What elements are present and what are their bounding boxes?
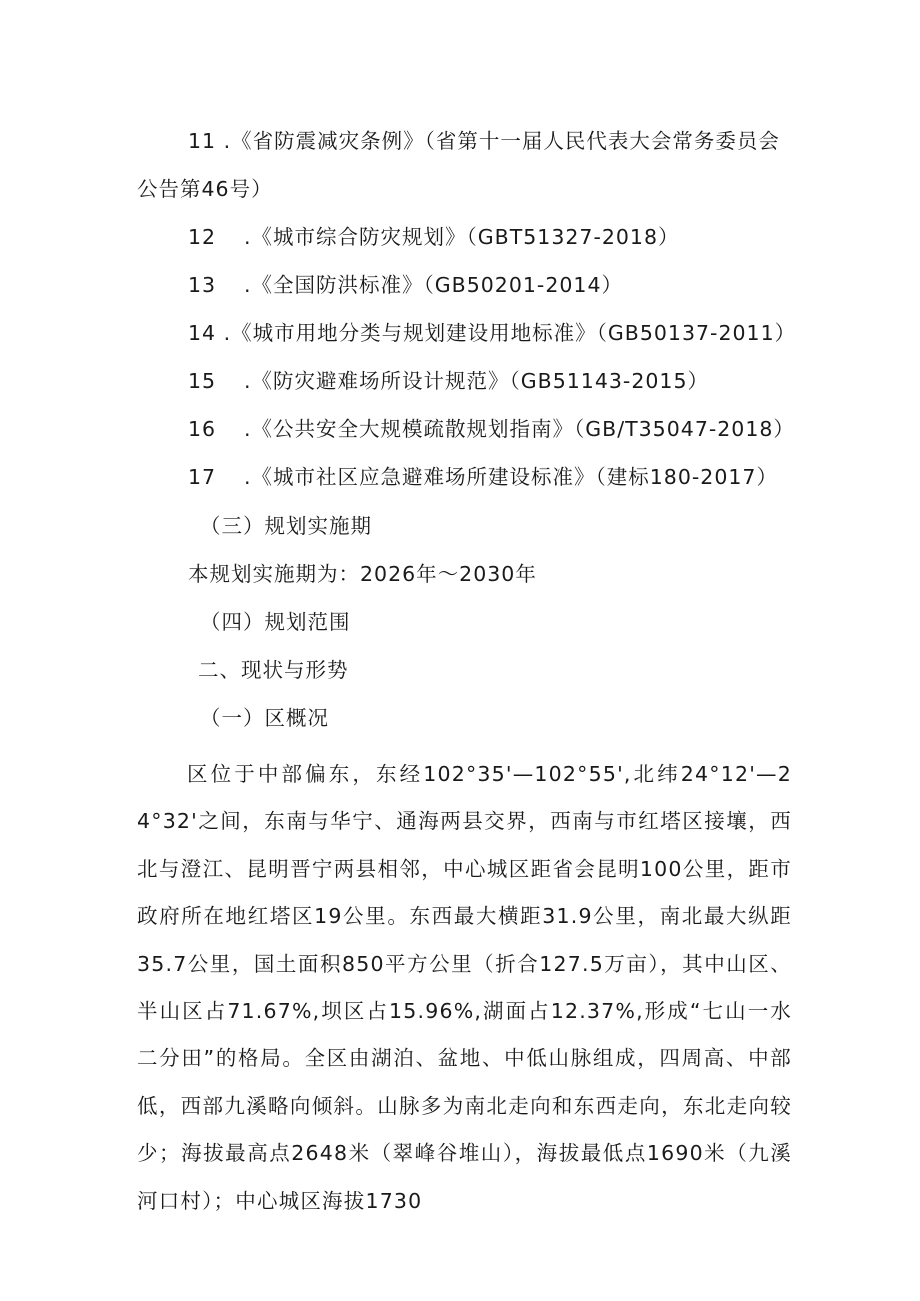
reference-item-12: [188, 227, 680, 248]
reference-item-11: [188, 131, 780, 152]
reference-text: .《防灾避难场所设计规范》（GB51143-2015）: [244, 369, 709, 393]
reference-text: .《全国防洪标准》（GB50201-2014）: [244, 273, 623, 297]
reference-number: 15: [188, 369, 217, 393]
reference-item-11-continuation: 公告第46号）: [137, 177, 273, 201]
reference-item-13: [188, 275, 623, 296]
planning-scope-heading: （四）规划范围: [200, 610, 351, 634]
reference-text: .《城市用地分类与规划建设用地标准》（GB50137-2011）: [223, 321, 797, 345]
reference-number: 11: [188, 129, 217, 153]
reference-text: .《公共安全大规模疏散规划指南》（GB/T35047-2018）: [244, 417, 795, 441]
reference-number: 14: [188, 321, 217, 345]
reference-number: 12: [188, 225, 217, 249]
reference-item-14: [188, 323, 796, 344]
reference-item-16: [188, 419, 795, 440]
reference-text: .《城市综合防灾规划》（GBT51327-2018）: [244, 225, 680, 249]
implementation-period-heading: （三）规划实施期: [200, 514, 372, 538]
reference-number: 17: [188, 465, 217, 489]
reference-text: .《城市社区应急避难场所建设标准》（建标180-2017）: [244, 465, 778, 489]
reference-number: 16: [188, 417, 217, 441]
implementation-period-text: 本规划实施期为：2026年～2030年: [188, 562, 537, 586]
overview-paragraph: 区位于中部偏东，东经102°35'—102°55',北纬24°12'—24°32'之间，东南与华宁、通海两县交界，西南与市红塔区接壤，西北与澄江、昆明晋宁两县相邻，中心城区距省会昆明100公里，距市政府所在地红塔区19公里。东西最大横距31.9公里，南北最大纵距35.7公里，国土面积850平方公里（折合127.5万亩），其中山区、半山区占71.67%,坝区占15.96%,湖面占12.37%,形成“七山一水二分田”的格局。全区由湖泊、盆地、中低山脉组成，四周高、中部低，西部九溪略向倾斜。山脉多为南北走向和东西走向，东北走向较少；海拔最高点2648米（翠峰谷堆山），海拔最低点1690米（九溪河口村）；中心城区海拔1730: [137, 762, 792, 1213]
reference-item-17: [188, 467, 778, 488]
reference-item-15: [188, 371, 709, 392]
overview-heading: （一）区概况: [200, 706, 329, 730]
status-heading: 二、现状与形势: [198, 658, 349, 682]
reference-text: .《省防震减灾条例》（省第十一届人民代表大会常务委员会: [223, 129, 780, 153]
reference-number: 13: [188, 273, 217, 297]
